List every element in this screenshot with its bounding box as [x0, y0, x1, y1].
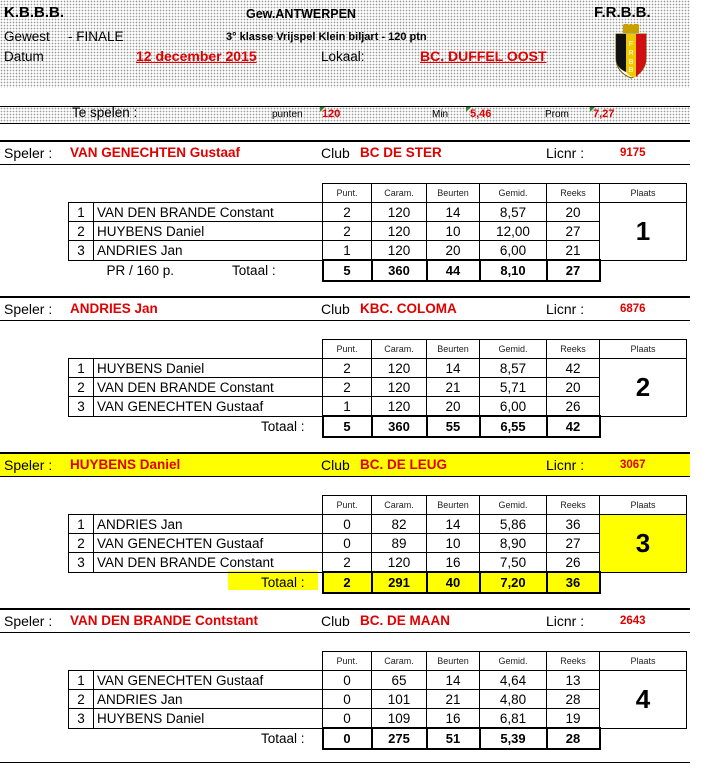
licnr-value: 6876	[620, 303, 646, 315]
prom-value: 7,27	[593, 108, 615, 120]
licnr-value: 9175	[620, 147, 646, 159]
total-row: Totaal : 0 275 51 5,39 28	[69, 728, 687, 749]
table-row: 1 HUYBENS Daniel 2 120 14 8,57 42 2	[69, 359, 687, 378]
club-label: Club	[321, 457, 350, 473]
table-row: 3 VAN GENECHTEN Gustaaf 1 120 20 6,00 26	[69, 397, 687, 417]
plaats-value: 4	[600, 671, 687, 729]
lokaal-value: BC. DUFFEL OOST	[420, 48, 547, 64]
club-name: KBC. COLOMA	[360, 301, 457, 316]
speler-label: Speler :	[4, 301, 53, 317]
svg-text:R: R	[628, 50, 634, 57]
pr-label: PR / 160 p.	[106, 263, 175, 279]
licnr-label: Licnr :	[546, 457, 585, 473]
player-name: HUYBENS Daniel	[70, 457, 181, 472]
min-value: 5,46	[470, 108, 492, 120]
licnr-value: 3067	[620, 459, 646, 471]
plaats-value: 2	[600, 359, 687, 417]
region-title: Gew.ANTWERPEN	[246, 7, 356, 21]
player-block-2	[0, 296, 690, 300]
results-table-1: Punt. Caram. Beurten Gemid. Reeks Plaats 1 VAN DEN BRANDE Constant 2 120 14 8,57 20 1 2 HUYBENS Daniel 2 120 10 12,00 27 3 ANDRIES Jan 1 120 20 6,00 21 PR / 160 p. Totaal : 5 360 44 8,10 27	[68, 183, 687, 282]
table-row: 2 HUYBENS Daniel 2 120 10 12,00 27	[69, 222, 687, 241]
te-spelen-label: Te spelen :	[72, 105, 138, 120]
table-row: 2 VAN GENECHTEN Gustaaf 0 89 10 8,90 27	[69, 534, 687, 553]
min-label: Min	[432, 109, 449, 120]
speler-label: Speler :	[4, 613, 53, 629]
table-row: 3 HUYBENS Daniel 0 109 16 6,81 19	[69, 709, 687, 729]
results-table-4: Punt. Caram. Beurten Gemid. Reeks Plaats 1 VAN GENECHTEN Gustaaf 0 65 14 4,64 13 4 2 ANDRIES Jan 0 101 21 4,80 28 3 HUYBENS Daniel 0 109 16 6,81 19 Totaal : 0 275 51 5,39 28	[68, 651, 687, 750]
total-row: Totaal : 5 360 55 6,55 42	[69, 416, 687, 437]
club-name: BC. DE MAAN	[360, 613, 450, 628]
total-row: Totaal : 2 291 40 7,20 36	[69, 572, 687, 593]
player-name: VAN DEN BRANDE Contstant	[70, 613, 258, 628]
club-name: BC DE STER	[360, 145, 442, 160]
table-row: 3 ANDRIES Jan 1 120 20 6,00 21	[69, 241, 687, 261]
licnr-label: Licnr :	[546, 145, 585, 161]
gewest-label: Gewest	[4, 29, 50, 44]
player-name: VAN GENECHTEN Gustaaf	[70, 145, 241, 160]
club-label: Club	[321, 301, 350, 317]
svg-text:B: B	[628, 59, 634, 66]
totaal-label: Totaal :	[260, 419, 305, 435]
svg-text:F: F	[628, 41, 634, 48]
licnr-label: Licnr :	[546, 613, 585, 629]
results-table-3: Punt. Caram. Beurten Gemid. Reeks Plaats 1 ANDRIES Jan 0 82 14 5,86 36 3 2 VAN GENECHTEN Gustaaf 0 89 10 8,90 27 3 VAN DEN BRANDE Constant 2 120 16 7,50 26 Totaal : 2 291 40 7,20 36	[68, 495, 687, 594]
table-row: 1 VAN GENECHTEN Gustaaf 0 65 14 4,64 13 4	[69, 671, 687, 690]
speler-label: Speler :	[4, 457, 53, 473]
table-row: 1 ANDRIES Jan 0 82 14 5,86 36 3	[69, 515, 687, 534]
gewest-value: - FINALE	[68, 29, 124, 44]
player-block-1	[0, 140, 690, 144]
table-row: 2 ANDRIES Jan 0 101 21 4,80 28	[69, 690, 687, 709]
federation-left: K.B.B.B.	[4, 4, 64, 21]
totaal-label: Totaal :	[232, 263, 276, 279]
table-row: 2 VAN DEN BRANDE Constant 2 120 21 5,71 20	[69, 378, 687, 397]
results-table-2: Punt. Caram. Beurten Gemid. Reeks Plaats 1 HUYBENS Daniel 2 120 14 8,57 42 2 2 VAN DEN BRANDE Constant 2 120 21 5,71 20 3 VAN GENECHTEN Gustaaf 1 120 20 6,00 26 Totaal : 5 360 55 6,55 42	[68, 339, 687, 438]
player-block-4	[0, 608, 690, 612]
table-row: 1 VAN DEN BRANDE Constant 2 120 14 8,57 20 1	[69, 203, 687, 222]
federation-right: F.R.B.B.	[594, 4, 651, 21]
total-row: PR / 160 p. Totaal : 5 360 44 8,10 27	[69, 260, 687, 281]
player-name: ANDRIES Jan	[70, 301, 158, 316]
club-label: Club	[321, 145, 350, 161]
table-row: 3 VAN DEN BRANDE Constant 2 120 16 7,50 26	[69, 553, 687, 573]
page-bottom-rule	[0, 762, 690, 763]
punten-value: 120	[322, 108, 341, 120]
licnr-label: Licnr :	[546, 301, 585, 317]
club-name: BC. DE LEUG	[360, 457, 448, 472]
speler-label: Speler :	[4, 145, 53, 161]
club-label: Club	[321, 613, 350, 629]
totaal-label: Totaal :	[260, 575, 305, 591]
datum-label: Datum	[4, 49, 44, 64]
plaats-value: 1	[600, 203, 687, 261]
licnr-value: 2643	[620, 615, 646, 627]
svg-text:B: B	[628, 67, 634, 74]
totaal-label: Totaal :	[260, 731, 305, 747]
subtitle: 3° klasse Vrijspel Klein biljart - 120 ptn	[226, 31, 427, 43]
prom-label: Prom	[545, 109, 569, 120]
punten-label: punten	[272, 109, 303, 120]
lokaal-label: Lokaal:	[321, 49, 365, 64]
plaats-value: 3	[600, 515, 687, 573]
frbb-emblem-icon	[609, 24, 653, 80]
date-value: 12 december 2015	[136, 48, 257, 64]
